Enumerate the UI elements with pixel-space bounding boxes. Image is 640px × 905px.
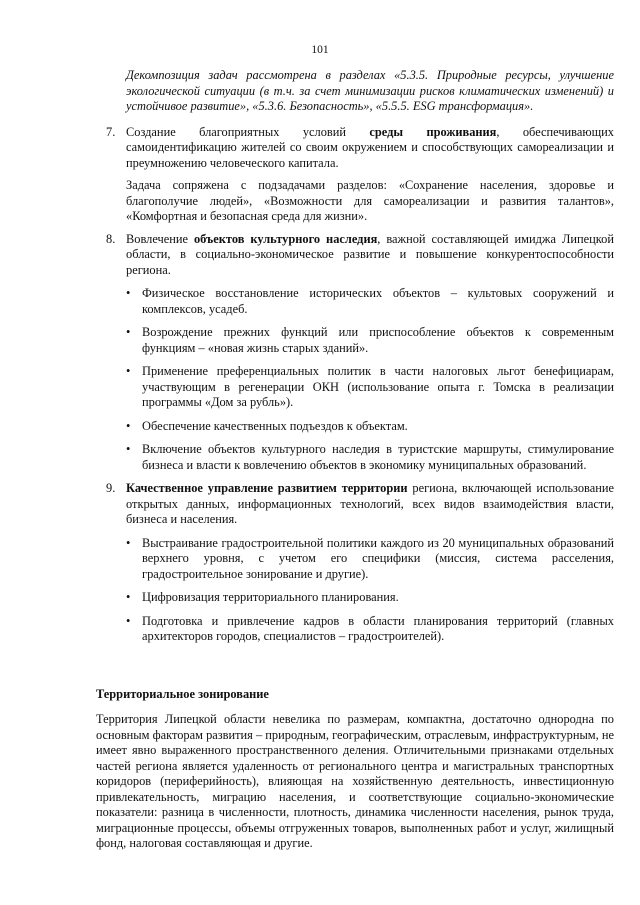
item-8-bold: объектов культурного наследия: [193, 231, 378, 246]
bullet-item: [126, 325, 614, 356]
bullet-item: [126, 286, 614, 317]
item-8-bullet-list: [126, 286, 614, 473]
bullet-icon: •: [126, 364, 131, 378]
bullet-icon: •: [126, 535, 131, 550]
item-7-text-end: , обеспечивающих самоидентификацию жителей со своим окружением и способствующих самореализации и преумножению человеческого капитала.: [126, 124, 614, 170]
page-number: 101: [311, 44, 329, 56]
bullet-text: Цифровизация территориального планирования.: [142, 590, 399, 604]
bullet-text: Физическое восстановление исторических объектов – культовых сооружений и комплексов, усадеб.: [142, 286, 614, 316]
item-8-text: [126, 232, 614, 279]
bullet-text: Обеспечение качественных подъездов к объектам.: [142, 418, 408, 433]
bullet-text: Возрождение прежних функций или приспособление объектов к современным функциям – «новая жизнь старых зданий».: [142, 325, 614, 355]
item-7-text: [126, 125, 614, 172]
section-paragraph: Территория Липецкой области невелика по размерам, компактна, достаточно однородна по основным факторам развития – природным, географическим, отраслевым, инфраструктурным, не имеет явно выраженного пространственного деления. Отличительными признаками отдельных частей региона является удаленность от регионального центра и магистральных транспортных коридоров (периферийность), влияющая на хозяйственную деятельность, инвестиционную привлекательность, миграцию населения, и соответствующие социально-экономические показатели: разница в численности, плотность, динамика численности населения, рынок труда, миграционные процессы, объемы отгруженных товаров, выполненных работ и услуг, жилищный фонд, налоговая составляющая и другие.: [96, 712, 614, 850]
bullet-icon: •: [126, 418, 131, 433]
list-number: 9.: [106, 481, 116, 495]
bullet-item: [126, 536, 614, 583]
list-item-9: [106, 481, 614, 528]
item-7-note: Задача сопряжена с подзадачами разделов: «Сохранение населения, здоровье и благополучие людей», «Возможности для самореализации и развития талантов», «Комфортная и безопасная среда для жизни».: [126, 178, 614, 223]
bullet-icon: •: [126, 590, 131, 604]
bullet-icon: •: [126, 325, 131, 339]
intro-italic-paragraph: Декомпозиция задач рассмотрена в разделах «5.3.5. Природные ресурсы, улучшение экологической ситуации (в т.ч. за счет минимизации рисков климатических изменений) и устойчивое развитие», «5.3.6. Безопасность», «5.5.5. ESG трансформация».: [126, 68, 614, 113]
bullet-text: Применение преференциальных политик в части налоговых льгот бенефициарам, участвующим в регенерации ОКН (использование опыта г. Томска в реализации программы «Дом за рубль»).: [142, 364, 614, 409]
item-9-bold: Качественное управление развитием территории: [126, 481, 408, 495]
list-number: 7.: [106, 124, 116, 139]
bullet-text: Подготовка и привлечение кадров в области планирования территорий (главных архитекторов городов, специалистов – градостроителей).: [142, 613, 614, 643]
item-9-text: [126, 481, 614, 528]
item-9-bullet-list: [126, 536, 614, 645]
list-item-7: [106, 124, 614, 225]
bullet-item: [126, 614, 614, 645]
bullet-text: Включение объектов культурного наследия в туристские маршруты, стимулирование бизнеса и власти к вовлечению объектов в экономику муниципальных образований.: [142, 442, 614, 472]
bullet-item: [126, 590, 614, 606]
page-content: [96, 68, 614, 852]
item-7-text-start: Создание благоприятных условий: [126, 124, 370, 139]
bullet-item: [126, 364, 614, 411]
bullet-icon: •: [126, 613, 131, 628]
bullet-text: Выстраивание градостроительной политики каждого из 20 муниципальных образований верхнего уровня, с учетом его специфики (миссия, система расселения, градостроительное зонирование и другие).: [142, 535, 614, 581]
item-9-text-end: региона, включающей использование открытых данных, информационных технологий, всех видов взаимодействия власти, бизнеса и населения.: [126, 481, 614, 526]
item-8-text-start: Вовлечение: [126, 231, 194, 246]
item-8-text-end: , важной составляющей имиджа Липецкой области, в социально-экономическое развитие и повышение конкурентоспособности региона.: [126, 231, 614, 277]
bullet-item: [126, 419, 614, 435]
item-7-bold: среды проживания: [369, 124, 497, 139]
bullet-icon: •: [126, 286, 131, 300]
list-item-8: [106, 231, 614, 279]
bullet-icon: •: [126, 442, 131, 456]
section-heading: Территориальное зонирование: [96, 686, 269, 701]
bullet-item: [126, 442, 614, 473]
list-number: 8.: [106, 231, 116, 246]
